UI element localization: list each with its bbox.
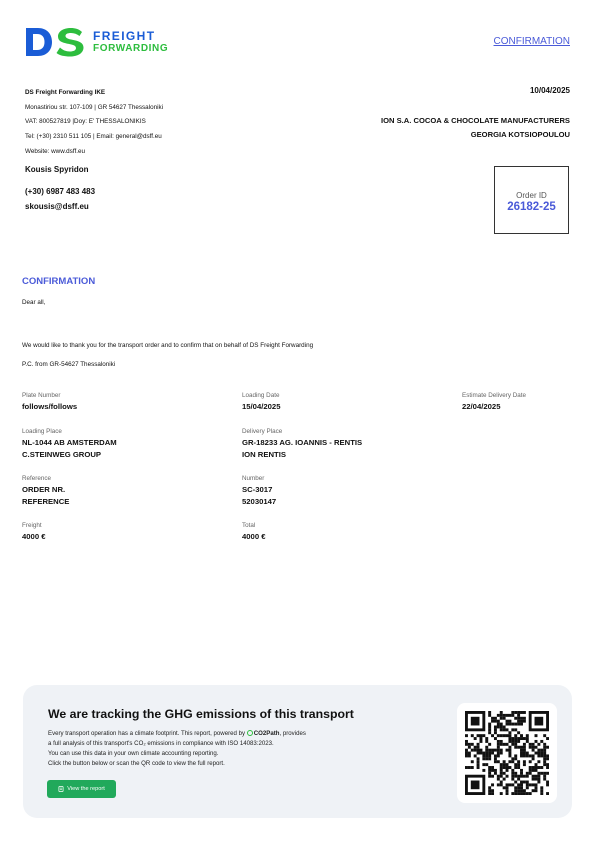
emissions-title: We are tracking the GHG emissions of this transport <box>48 707 354 721</box>
field-value-line-1: ORDER NR. <box>22 485 66 494</box>
emissions-text: , provides <box>279 730 306 737</box>
client-company: ION S.A. COCOA & CHOCOLATE MANUFACTURERS <box>381 116 570 125</box>
ds-logo-mark <box>25 27 87 57</box>
section-title: CONFIRMATION <box>22 276 96 287</box>
field-label: Estimate Delivery Date <box>462 392 527 399</box>
order-id-label: Order ID <box>516 191 547 200</box>
client-person: GEORGIA KOTSIOPOULOU <box>470 130 570 139</box>
field-value-line-1: SC-3017 <box>242 485 273 494</box>
emissions-line-3: You can use this data in your own climate accounting reporting. <box>48 750 219 757</box>
document-date: 10/04/2025 <box>529 86 570 95</box>
company-website: Website: www.dsff.eu <box>25 147 85 155</box>
confirmation-origin: P.C. from GR-54627 Thessaloniki <box>22 361 116 368</box>
field-value-line-2: 52030147 <box>242 496 277 506</box>
emissions-text: Every transport operation has a climate footprint. This report, powered by <box>48 730 246 737</box>
field-label: Loading Place <box>22 428 62 435</box>
field-label: Delivery Place <box>242 428 283 435</box>
view-report-button[interactable] <box>47 780 116 798</box>
company-vat: VAT: 800527819 |Doy: E' THESSALONIKIS <box>25 118 146 126</box>
emissions-body <box>48 729 306 769</box>
confirmation-link[interactable]: CONFIRMATION <box>493 36 570 47</box>
field-value-line-1: NL-1044 AB AMSTERDAM <box>22 438 117 447</box>
company-address: Monastiriou str. 107-109 | GR 54627 Thessaloniki <box>25 103 164 111</box>
contact-name: Kousis Spyridon <box>25 165 89 174</box>
qr-code <box>465 711 549 795</box>
emissions-line-2: a full analysis of this transport's CO₂ emissions in compliance with ISO 14083:2023. <box>48 740 274 747</box>
field-label: Loading Date <box>242 392 280 399</box>
field-label: Freight <box>22 522 42 529</box>
field-value: 15/04/2025 <box>242 402 281 411</box>
emissions-card <box>23 685 572 818</box>
client-block <box>381 114 570 142</box>
view-report-label: View the report <box>67 786 105 792</box>
field-value-line-2: REFERENCE <box>22 496 70 506</box>
field-total <box>242 522 266 543</box>
co2path-name: CO2Path <box>253 730 280 737</box>
field-value-line-1: GR-18233 AG. IOANNIS - RENTIS <box>242 438 363 447</box>
logo-wordmark <box>93 30 168 55</box>
emissions-line-4: Click the button below or scan the QR code to view the full report. <box>48 760 225 767</box>
field-loading-date <box>242 392 280 413</box>
field-value-line-2: C.STEINWEG GROUP <box>22 449 102 459</box>
field-value: 4000 € <box>242 532 266 541</box>
logo-line-1: FREIGHT <box>93 29 156 43</box>
confirmation-text: We would like to thank you for the transport order and to confirm that on behalf of DS Freight Forwarding <box>22 342 314 349</box>
field-value-line-2: ION RENTIS <box>242 449 286 459</box>
field-number <box>242 475 276 507</box>
field-label: Reference <box>22 475 52 482</box>
company-name: DS Freight Forwarding IKE <box>25 89 106 96</box>
contact-phone: (+30) 6987 483 483 <box>25 187 96 196</box>
field-label: Total <box>242 522 256 529</box>
qr-code-container[interactable] <box>457 703 557 803</box>
document-icon <box>58 786 64 792</box>
order-id-box <box>494 166 569 234</box>
field-value: 22/04/2025 <box>462 402 501 411</box>
company-contact: Tel: (+30) 2310 511 105 | Email: general@dsff.eu <box>25 133 162 141</box>
field-delivery-date <box>462 392 526 413</box>
contact-email: skousis@dsff.eu <box>25 202 89 211</box>
field-reference <box>22 475 69 507</box>
field-plate-number <box>22 392 77 413</box>
company-logo <box>25 27 177 57</box>
field-freight <box>22 522 46 543</box>
co2path-logo-icon <box>247 730 253 736</box>
co2path-brand <box>247 730 280 737</box>
field-value: 4000 € <box>22 532 46 541</box>
greeting: Dear all, <box>22 299 46 306</box>
field-value: follows/follows <box>22 402 78 411</box>
field-label: Number <box>242 475 265 482</box>
field-label: Plate Number <box>22 392 61 399</box>
field-loading-place <box>22 428 117 460</box>
logo-line-2: FORWARDING <box>93 43 169 54</box>
order-id-value: 26182-25 <box>507 201 556 213</box>
emissions-line-1 <box>48 729 306 739</box>
sender-company <box>25 86 163 160</box>
field-delivery-place <box>242 428 362 460</box>
